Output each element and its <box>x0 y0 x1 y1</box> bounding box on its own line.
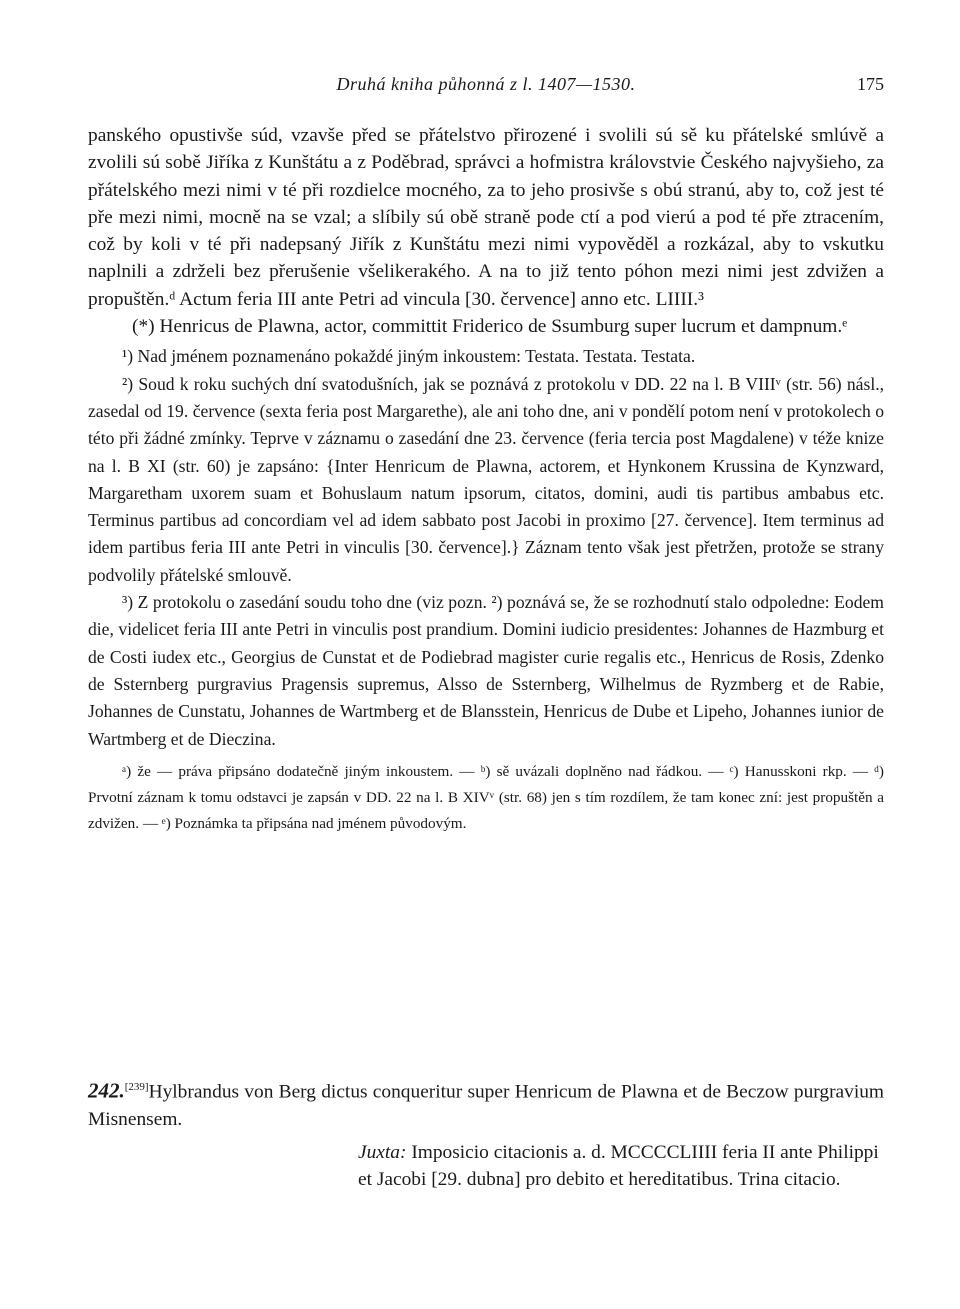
juxta-text: Imposicio citacionis a. d. MCCCCLIIII feria II ante Philippi et Jacobi [29. dubna] pro debito et hereditatibus. Trina citacio. <box>358 1142 879 1191</box>
page-body <box>88 122 884 837</box>
running-title: Druhá kniha půhonná z l. 1407—1530. <box>336 74 636 94</box>
juxta-paragraph <box>358 1139 884 1194</box>
critical-notes: ᵃ) že — práva připsáno dodatečně jiným inkoustem. — ᵇ) sě uvázali doplněno nad řádkou. — ᶜ) Hanusskoni rkp. — ᵈ) Prvotní záznam k tomu odstavci je zapsán v DD. 22 na l. B XIVᵛ (str. 68) jen s tím rozdílem, že tam konec zní: jest propuštěn a zdvižen. — ᵉ) Poznámka ta připsána nad jménem původovým. <box>88 762 884 832</box>
entry-superscript: [239] <box>124 1081 149 1093</box>
page-number: 175 <box>857 74 884 94</box>
page-header <box>88 74 884 100</box>
juxta-lead: Juxta: <box>358 1142 407 1164</box>
footnote-1: ¹) Nad jménem poznamenáno pokaždé jiným inkoustem: Testata. Testata. Testata. <box>122 346 696 367</box>
entry-number: 242. <box>88 1078 125 1103</box>
footnote-3: ³) Z protokolu o zasedání soudu toho dne (viz pozn. ²) poznává se, že se rozhodnutí stalo odpoledne: Eodem die, videlicet feria III ante Petri in vinculis post prandium. Domini iudicio presidentes: Johannes de Hazmburg et de Costi iudex etc., Georgius de Cunstat et de Podiebrad magister curie regalis etc., Henricus de Rosis, Zdenko de Ssternberg purgravius Pragensis supremus, Alsso de Ssternberg, Wilhelmus de Ryzmberg et de Rabie, Johannes de Cunstatu, Johannes de Wartmberg et de Blansstein, Henricus de Dube et Lipeho, Johannes iunior de Wartmberg et de Dieczina. <box>88 592 884 749</box>
footnote-2: ²) Soud k roku suchých dní svatodušních, jak se poznává z protokolu v DD. 22 na l. B VIIIᵛ (str. 56) násl., zasedal od 19. července (sexta feria post Margarethe), ale ani toho dne, ani v pondělí potom není v protokolech o této při žádné zmínky. Teprve v záznamu o zasedání dne 23. července (feria tercia post Magdalene) v téže knize na l. B XI (str. 60) je zapsáno: {Inter Henricum de Plawna, actorem, et Hynkonem Krussina de Kynzward, Margaretham uxorem suam et Bohuslaum natum ipsorum, citatos, domini, audi tis partibus ambabus etc. Terminus partibus ad concordiam vel ad idem sabbato post Jacobi in proximo [27. července]. Item terminus ad idem partibus feria III ante Petri in vinculis [30. července].} Záznam tento však jest přetržen, protože se strany podvolily přátelské smlouvě. <box>88 373 884 585</box>
entry-heading: Hylbrandus von Berg dictus conqueritur super Henricum de Plawna et de Beczow purgravium Misnensem. <box>88 1081 884 1130</box>
entry-note: (*) Henricus de Plawna, actor, committit Friderico de Ssumburg super lucrum et dampnum.ᵉ <box>132 316 848 338</box>
main-paragraph: panského opustivše súd, vzavše před se přátelstvo přirozené i svolili sú sě ku přátelské smlúvě a zvolili sú sobě Jiříka z Kunštátu a z Poděbrad, správci a hofmistra královstvie Českého najvyšieho, za přátelského mezi nimi v té při rozdielce mocného, za to jeho prosivše s obú stranú, aby to, což jest té pře mezi nimi, mocně na se vzal; a slíbily sú obě straně pode ctí a pod vierú a pod té pře ztracením, což by koli v té při nadepsaný Jiřík z Kunštátu mezi nimi vypověděl a rozkázal, aby to vskutku naplnili a zdrželi bez přerušenie všelikerakého. A na to již tento póhon mezi nimi jest zdvižen a propuštěn.ᵈ Actum feria III ante Petri ad vincula [30. července] anno etc. LIIII.³ <box>88 125 884 310</box>
entry-242 <box>88 1074 884 1194</box>
entry-heading-paragraph <box>88 1074 884 1133</box>
